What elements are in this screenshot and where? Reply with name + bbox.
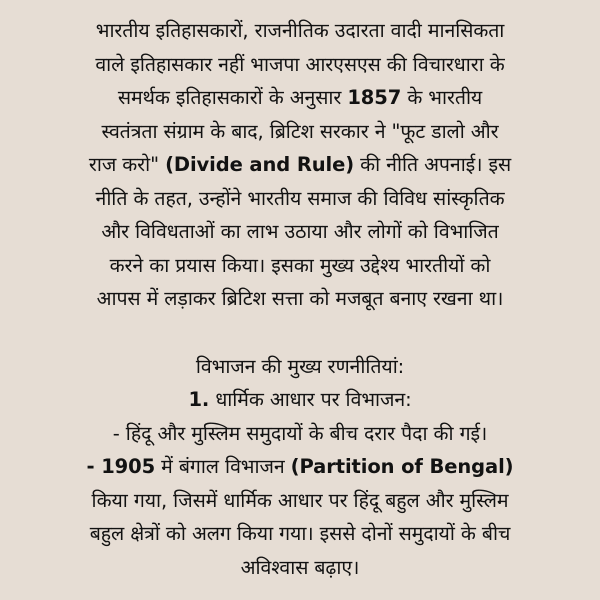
intro-line-8 (14, 249, 586, 283)
text: करने का प्रयास किया। इसका मुख्य उद्देश्य भारतीयों को (109, 253, 491, 277)
strategy-point-2-line-4 (14, 551, 586, 585)
text: में बंगाल विभाजन (155, 455, 291, 478)
text: किया गया, जिसमें धार्मिक आधार पर हिंदू बहुल और मुस्लिम (91, 488, 509, 512)
text: स्वतंत्रता संग्राम के बाद, ब्रिटिश सरकार ने "फूट डालो और (101, 119, 499, 143)
year-1905: - 1905 (86, 455, 156, 478)
divide-and-rule-term: (Divide and Rule) (165, 153, 355, 176)
intro-line-9 (14, 282, 586, 316)
year-1857: 1857 (347, 86, 402, 109)
text: बहुल क्षेत्रों को अलग किया गया। इससे दोनों समुदायों के बीच (89, 522, 511, 545)
intro-line-1 (14, 14, 586, 48)
text: भारतीय इतिहासकारों, राजनीतिक उदारता वादी मानसिकता (95, 19, 505, 42)
intro-line-5 (14, 148, 586, 182)
text: राज करो" (88, 153, 166, 176)
intro-line-3 (14, 81, 586, 115)
text: धार्मिक आधार पर विभाजन: (209, 388, 412, 411)
intro-line-2 (14, 48, 586, 82)
strategies-section (14, 350, 586, 585)
text: आपस में लड़ाकर ब्रिटिश सत्ता को मजबूत बनाए रखना था। (96, 287, 504, 310)
text: के भारतीय (401, 86, 483, 109)
intro-paragraph (14, 14, 586, 316)
strategy-point-1 (14, 417, 586, 451)
text: अविश्वास बढ़ाए। (240, 555, 360, 579)
strategies-heading (14, 350, 586, 384)
text: - हिंदू और मुस्लिम समुदायों के बीच दरार पैदा की गई। (112, 421, 488, 445)
text: नीति के तहत, उन्होंने भारतीय समाज की विविध सांस्कृतिक (95, 186, 505, 210)
text: की नीति अपनाई। इस (354, 153, 512, 176)
paragraph-gap (14, 316, 586, 350)
text: और विविधताओं का लाभ उठाया और लोगों को विभाजित (101, 220, 499, 243)
strategy-point-2-line-2 (14, 484, 586, 518)
strategy-item-1 (14, 383, 586, 417)
text: समर्थक इतिहासकारों के अनुसार (117, 86, 348, 109)
text: वाले इतिहासकार नहीं भाजपा आरएसएस की विचारधारा के (95, 52, 505, 76)
intro-line-6 (14, 182, 586, 216)
strategy-point-2-line-3 (14, 517, 586, 551)
partition-of-bengal-term: (Partition of Bengal) (290, 455, 514, 478)
intro-line-4 (14, 115, 586, 149)
intro-line-7 (14, 215, 586, 249)
item-number: 1. (188, 388, 210, 411)
strategy-point-2 (14, 450, 586, 484)
text: विभाजन की मुख्य रणनीतियां: (195, 354, 405, 378)
